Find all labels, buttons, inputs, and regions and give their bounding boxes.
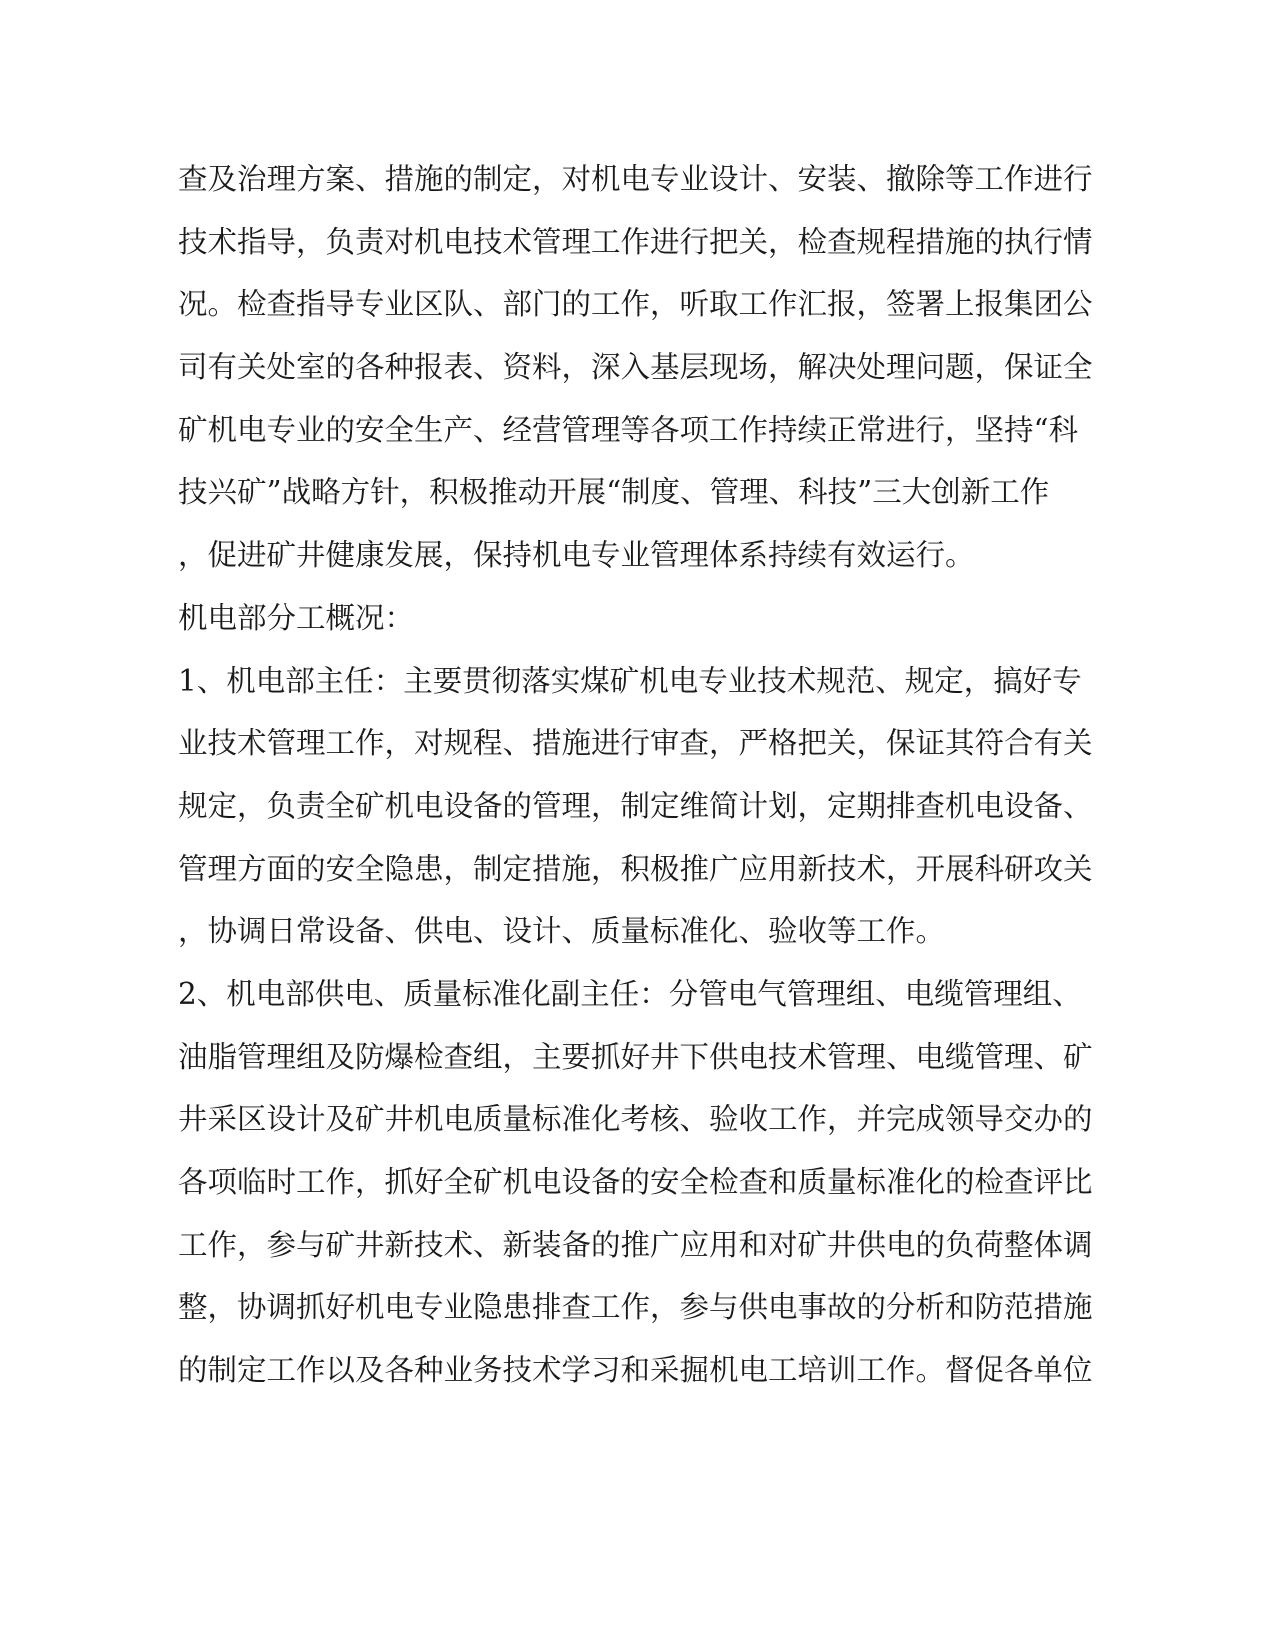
text-line: 查及治理方案、措施的制定，对机电专业设计、安装、撤除等工作进行 bbox=[178, 162, 1093, 196]
text-line: 司有关处室的各种报表、资料，深入基层现场，解决处理问题，保证全 bbox=[178, 350, 1093, 385]
text-line: 矿机电专业的安全生产、经营管理等各项工作持续正常进行，坚持“科 bbox=[178, 412, 1079, 447]
text-line: 技兴矿”战略方针，积极推动开展“制度、管理、科技”三大创新工作 bbox=[178, 475, 1050, 510]
text-line: 各项临时工作，抓好全矿机电设备的安全检查和质量标准化的检查评比 bbox=[178, 1165, 1093, 1199]
document-body bbox=[178, 158, 1093, 1412]
text-line: ，促进矿井健康发展，保持机电专业管理体系持续有效运行。 bbox=[178, 538, 975, 573]
text-line: 2、机电部供电、质量标准化副主任：分管电气管理组、电缆管理组、 bbox=[178, 976, 1082, 1011]
text-line: 技术指导，负责对机电技术管理工作进行把关，检查规程措施的执行情 bbox=[178, 224, 1093, 259]
text-line: 的制定工作以及各种业务技术学习和采掘机电工培训工作。督促各单位 bbox=[178, 1353, 1093, 1388]
text-line: 1、机电部主任：主要贯彻落实煤矿机电专业技术规范、规定，搞好专 bbox=[178, 663, 1082, 698]
text-line: 工作，参与矿井新技术、新装备的推广应用和对矿井供电的负荷整体调 bbox=[178, 1227, 1093, 1262]
text-line: 井采区设计及矿井机电质量标准化考核、验收工作，并完成领导交办的 bbox=[178, 1102, 1093, 1137]
text-line: 油脂管理组及防爆检查组，主要抓好井下供电技术管理、电缆管理、矿 bbox=[178, 1039, 1093, 1074]
text-line: 况。检查指导专业区队、部门的工作，听取工作汇报，签署上报集团公 bbox=[178, 287, 1093, 322]
text-line: 管理方面的安全隐患，制定措施，积极推广应用新技术，开展科研攻关 bbox=[178, 851, 1093, 886]
section-heading: 机电部分工概况： bbox=[178, 600, 415, 635]
text-line: 规定，负责全矿机电设备的管理，制定维简计划，定期排查机电设备、 bbox=[178, 788, 1093, 823]
text-line: 业技术管理工作，对规程、措施进行审查，严格把关，保证其符合有关 bbox=[178, 726, 1093, 761]
text-line: 整，协调抓好机电专业隐患排查工作，参与供电事故的分析和防范措施 bbox=[178, 1290, 1093, 1325]
text-line: ，协调日常设备、供电、设计、质量标准化、验收等工作。 bbox=[178, 914, 946, 949]
